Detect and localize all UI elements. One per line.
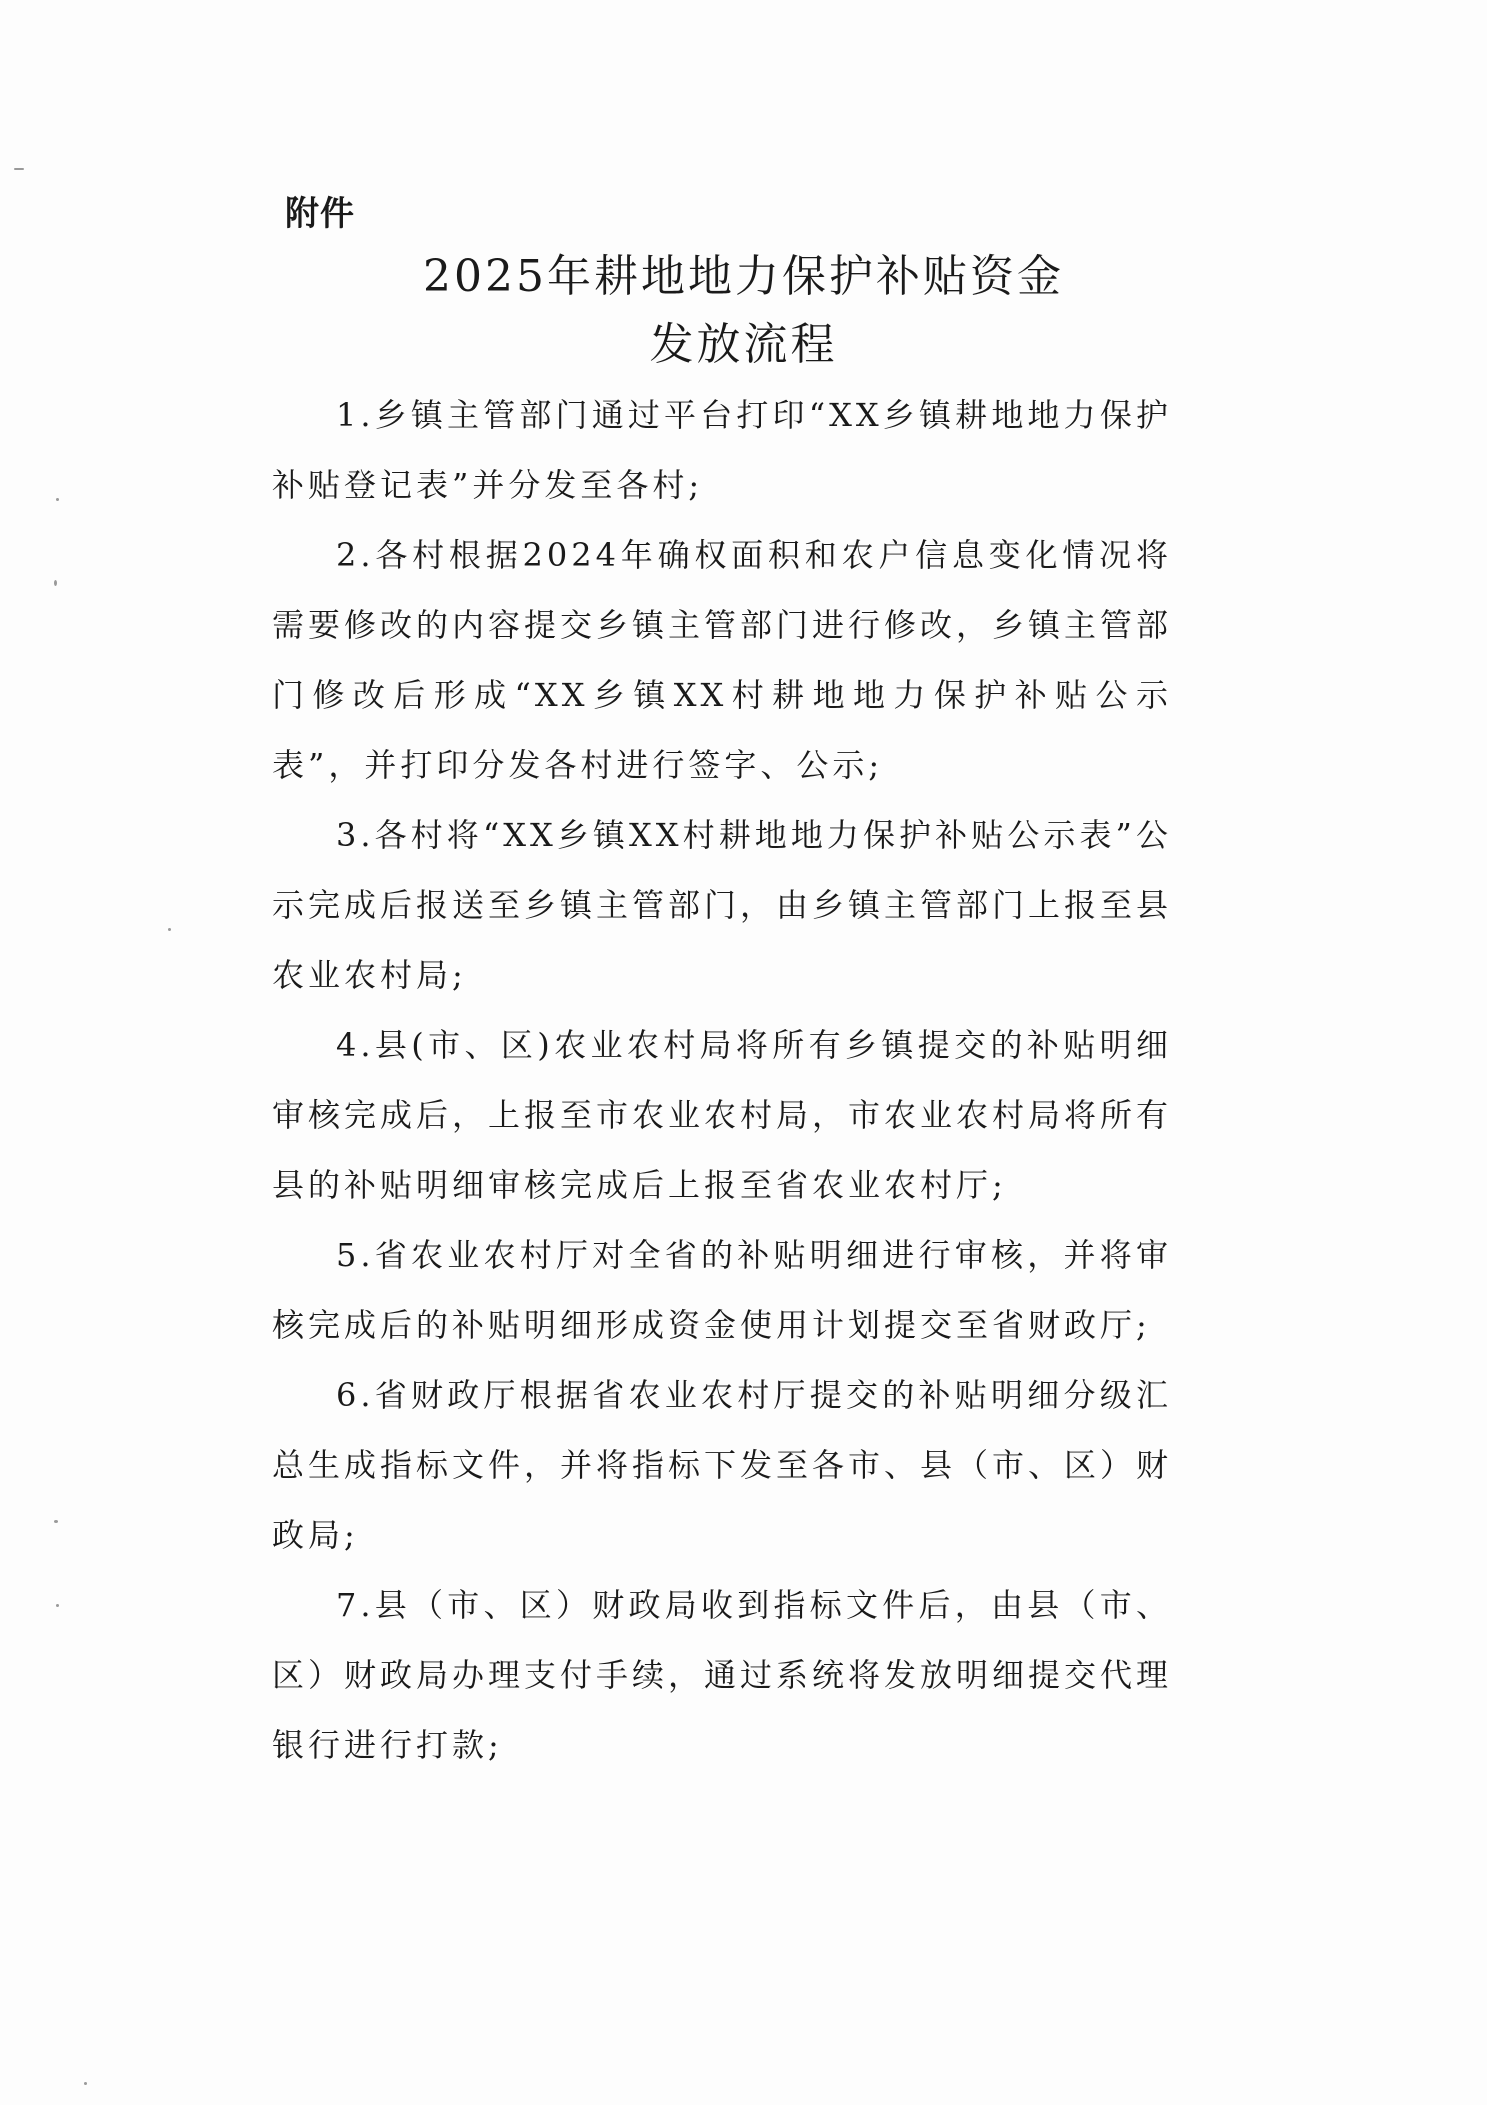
- scan-speck: [84, 2082, 87, 2085]
- document-body: [272, 380, 1172, 1780]
- step-paragraph-2: 2.各村根据2024年确权面积和农户信息变化情况将需要修改的内容提交乡镇主管部门进行修改，乡镇主管部门修改后形成“XX乡镇XX村耕地地力保护补贴公示表”，并打印分发各村进行签字、公示;: [272, 536, 1173, 784]
- step-paragraph-3: 3.各村将“XX乡镇XX村耕地地力保护补贴公示表”公示完成后报送至乡镇主管部门，由乡镇主管部门上报至县农业农村局;: [272, 816, 1173, 994]
- document-title-line-1: 2025年耕地地力保护补贴资金: [423, 251, 1064, 302]
- attachment-label: 附件: [285, 194, 355, 234]
- step-paragraph-1: 1.乡镇主管部门通过平台打印“XX乡镇耕地地力保护补贴登记表”并分发至各村;: [272, 396, 1172, 504]
- scan-speck: [54, 580, 57, 586]
- step-paragraph-5: 5.省农业农村厅对全省的补贴明细进行审核，并将审核完成后的补贴明细形成资金使用计划提交至省财政厅;: [272, 1236, 1172, 1344]
- scan-speck: [56, 498, 59, 501]
- step-paragraph-4: 4.县(市、区)农业农村局将所有乡镇提交的补贴明细审核完成后，上报至市农业农村局，市农业农村局将所有县的补贴明细审核完成后上报至省农业农村厅;: [272, 1026, 1173, 1204]
- scan-speck: [14, 168, 24, 170]
- scan-speck: [56, 1604, 59, 1607]
- document-title-line-2: 发放流程: [649, 319, 838, 370]
- step-paragraph-6: 6.省财政厅根据省农业农村厅提交的补贴明细分级汇总生成指标文件，并将指标下发至各市、县（市、区）财政局;: [272, 1376, 1173, 1554]
- step-paragraph-7: 7.县（市、区）财政局收到指标文件后，由县（市、区）财政局办理支付手续，通过系统将发放明细提交代理银行进行打款;: [272, 1586, 1173, 1764]
- scan-speck: [54, 1520, 58, 1523]
- scan-speck: [168, 928, 171, 931]
